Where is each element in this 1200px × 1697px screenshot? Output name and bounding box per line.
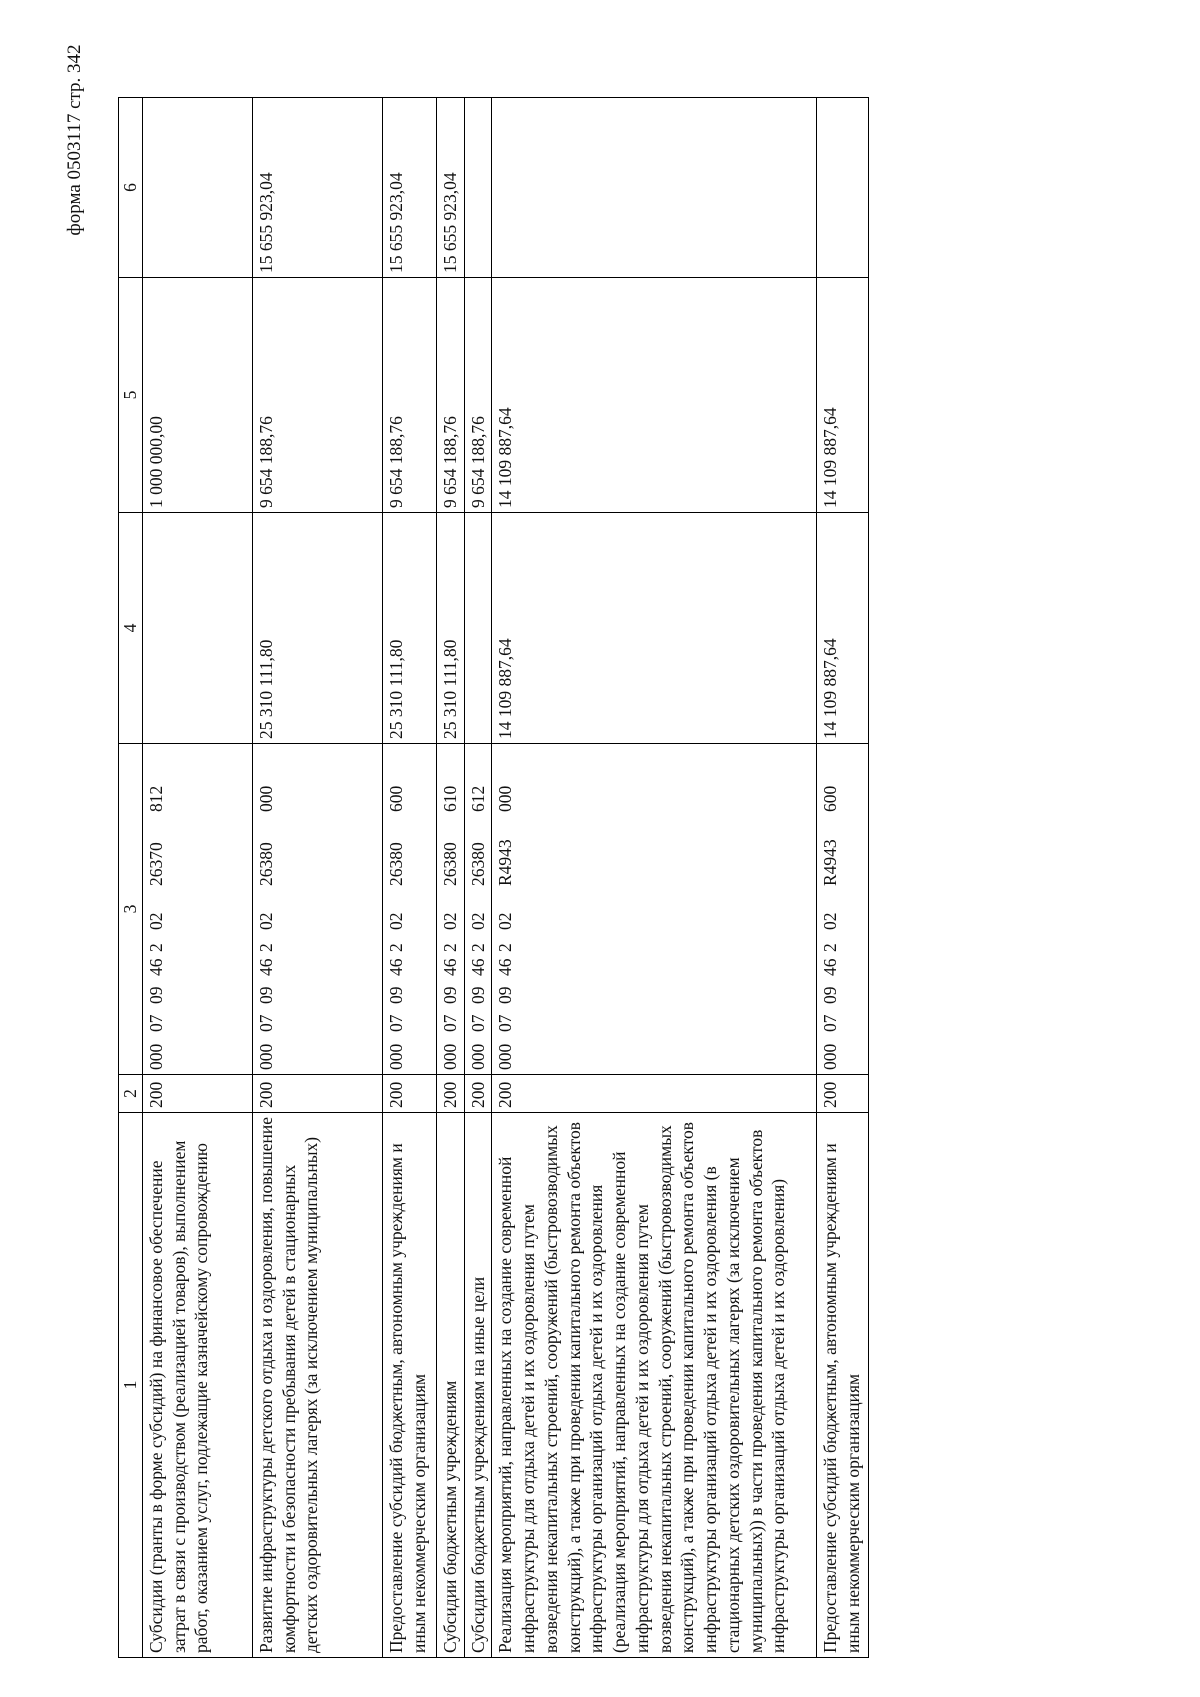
budget-code-part: 600 (820, 785, 840, 812)
column-header: 3 (119, 744, 143, 1075)
budget-code-part: 02 (495, 912, 516, 930)
line-code-cell: 200 (142, 1075, 252, 1113)
row-name-cell: Реализация мероприятий, направленных на создание современной инфраструктуры для отдыха детей и их оздоровления путем возведения некапитальных строений, сооружений (быстровозводимых конструкций), а также при проведении капитального ремонта объектов инфраструктуры организаций отдыха детей и их оздоровления (реализация мероприятий, направленных на создание современной инфраструктуры для отдыха детей и их оздоровления путем возведения некапитальных строений, сооружений (быстровозводимых конструкций), а также при проведении капитального ремонта объектов инфраструктуры организаций отдыха детей и их оздоровления (в стационарных детских оздоровительных лагерях (за исключением муниципальных)) в части проведения капитального ремонта объектов инфраструктуры организаций отдыха детей и их оздоровления) (492, 1113, 817, 1658)
budget-code-part: 09 (255, 986, 276, 1004)
table-row (142, 98, 252, 1658)
budget-code-part: 000 (255, 1043, 276, 1070)
table-body (142, 98, 868, 1658)
budget-code-part: 612 (467, 785, 488, 812)
budget-code-cell (142, 744, 252, 1075)
row-name-cell: Развитие инфраструктуры детского отдыха и оздоровления, повышение комфортности и безопасности пребывания детей в стационарных детских оздоровительных лагерях (за исключением муниципальных) (252, 1113, 382, 1658)
executed-amount-cell: 9 654 188,76 (436, 278, 464, 513)
column-header: 4 (119, 513, 143, 744)
table-row (382, 98, 436, 1658)
unexecuted-amount-cell (464, 98, 492, 278)
budget-code-part: 02 (467, 912, 488, 930)
budget-code-part: 09 (385, 986, 406, 1004)
column-number-row (119, 98, 143, 1658)
line-code-cell: 200 (817, 1075, 869, 1113)
budget-code-part: 26380 (439, 842, 460, 886)
table-row (492, 98, 817, 1658)
line-code-cell: 200 (252, 1075, 382, 1113)
budget-code-part: 09 (145, 986, 166, 1004)
approved-amount-cell: 14 109 887,64 (817, 513, 869, 744)
unexecuted-amount-cell: 15 655 923,04 (382, 98, 436, 278)
budget-code-part: 000 (439, 1043, 460, 1070)
row-name-cell: Предоставление субсидий бюджетным, автономным учреждениям и иным некоммерческим организациям (817, 1113, 869, 1658)
executed-amount-cell: 14 109 887,64 (492, 278, 817, 513)
budget-code-part: 09 (820, 986, 840, 1004)
budget-code-part: 02 (255, 912, 276, 930)
budget-code-part: 2 (385, 943, 406, 952)
unexecuted-amount-cell (492, 98, 817, 278)
budget-code-part: 000 (467, 1043, 488, 1070)
report-table (118, 97, 869, 1658)
budget-code-part: 2 (820, 943, 840, 952)
budget-code-part: 000 (495, 1043, 516, 1070)
row-name-cell: Субсидии (гранты в форме субсидий) на финансовое обеспечение затрат в связи с производством (реализацией товаров), выполнением работ, оказанием услуг, подлежащие казначейскому сопровождению (142, 1113, 252, 1658)
budget-code-part: 07 (439, 1014, 460, 1032)
budget-code-part: 46 (439, 958, 460, 976)
unexecuted-amount-cell (817, 98, 869, 278)
executed-amount-cell: 14 109 887,64 (817, 278, 869, 513)
unexecuted-amount-cell (142, 98, 252, 278)
budget-code-cell (464, 744, 492, 1075)
executed-amount-cell: 1 000 000,00 (142, 278, 252, 513)
budget-code-part: 02 (820, 912, 840, 930)
row-name-cell: Субсидии бюджетным учреждениям на иные цели (464, 1113, 492, 1658)
budget-code-part: 07 (255, 1014, 276, 1032)
executed-amount-cell: 9 654 188,76 (382, 278, 436, 513)
budget-code-part: 000 (820, 1043, 840, 1070)
budget-code-part: 600 (385, 785, 406, 812)
budget-code-part: 26380 (467, 842, 488, 886)
unexecuted-amount-cell: 15 655 923,04 (252, 98, 382, 278)
executed-amount-cell: 9 654 188,76 (252, 278, 382, 513)
line-code-cell: 200 (464, 1075, 492, 1113)
budget-code-part: 26380 (385, 842, 406, 886)
budget-code-part: 812 (145, 785, 166, 812)
budget-code-part: 46 (467, 958, 488, 976)
line-code-cell: 200 (382, 1075, 436, 1113)
budget-code-part: 09 (495, 986, 516, 1004)
budget-code-part: 610 (439, 785, 460, 812)
budget-code-part: 09 (467, 986, 488, 1004)
table-row (464, 98, 492, 1658)
approved-amount-cell: 25 310 111,80 (252, 513, 382, 744)
budget-code-part: 000 (255, 785, 276, 812)
approved-amount-cell: 25 310 111,80 (436, 513, 464, 744)
table-row (252, 98, 382, 1658)
page-header (58, 45, 92, 235)
budget-code-part: 000 (145, 1043, 166, 1070)
budget-code-part: 07 (820, 1014, 840, 1032)
budget-code-part: 46 (385, 958, 406, 976)
form-page-label: форма 0503117 стр. 342 (64, 44, 85, 236)
budget-code-part: 2 (255, 943, 276, 952)
budget-code-part: 46 (145, 958, 166, 976)
budget-code-part: 000 (385, 1043, 406, 1070)
budget-code-part: R4943 (495, 839, 516, 886)
budget-code-cell (252, 744, 382, 1075)
budget-code-cell (382, 744, 436, 1075)
budget-code-part: 02 (439, 912, 460, 930)
budget-code-part: R4943 (820, 839, 840, 886)
table-row (817, 98, 869, 1658)
budget-code-part: 26380 (255, 842, 276, 886)
budget-code-part: 2 (467, 943, 488, 952)
budget-code-part: 07 (467, 1014, 488, 1032)
row-name-cell: Предоставление субсидий бюджетным, автономным учреждениям и иным некоммерческим организациям (382, 1113, 436, 1658)
budget-code-part: 07 (495, 1014, 516, 1032)
table-row (436, 98, 464, 1658)
budget-code-part: 46 (820, 958, 840, 976)
column-header: 1 (119, 1113, 143, 1658)
column-header: 5 (119, 278, 143, 513)
budget-code-part: 02 (385, 912, 406, 930)
row-name-cell: Субсидии бюджетным учреждениям (436, 1113, 464, 1658)
budget-code-part: 2 (439, 943, 460, 952)
budget-code-part: 02 (145, 912, 166, 930)
report-table-container (118, 98, 1038, 1658)
budget-code-part: 07 (385, 1014, 406, 1032)
approved-amount-cell: 14 109 887,64 (492, 513, 817, 744)
line-code-cell: 200 (492, 1075, 817, 1113)
unexecuted-amount-cell: 15 655 923,04 (436, 98, 464, 278)
approved-amount-cell (464, 513, 492, 744)
budget-code-part: 09 (439, 986, 460, 1004)
budget-code-part: 2 (145, 943, 166, 952)
budget-code-part: 000 (495, 785, 516, 812)
budget-code-cell (817, 744, 869, 1075)
column-header: 6 (119, 98, 143, 278)
budget-code-part: 46 (255, 958, 276, 976)
budget-code-cell (492, 744, 817, 1075)
approved-amount-cell: 25 310 111,80 (382, 513, 436, 744)
budget-code-part: 07 (145, 1014, 166, 1032)
executed-amount-cell: 9 654 188,76 (464, 278, 492, 513)
budget-code-cell (436, 744, 464, 1075)
line-code-cell: 200 (436, 1075, 464, 1113)
budget-code-part: 2 (495, 943, 516, 952)
approved-amount-cell (142, 513, 252, 744)
budget-code-part: 46 (495, 958, 516, 976)
budget-code-part: 26370 (145, 842, 166, 886)
column-header: 2 (119, 1075, 143, 1113)
